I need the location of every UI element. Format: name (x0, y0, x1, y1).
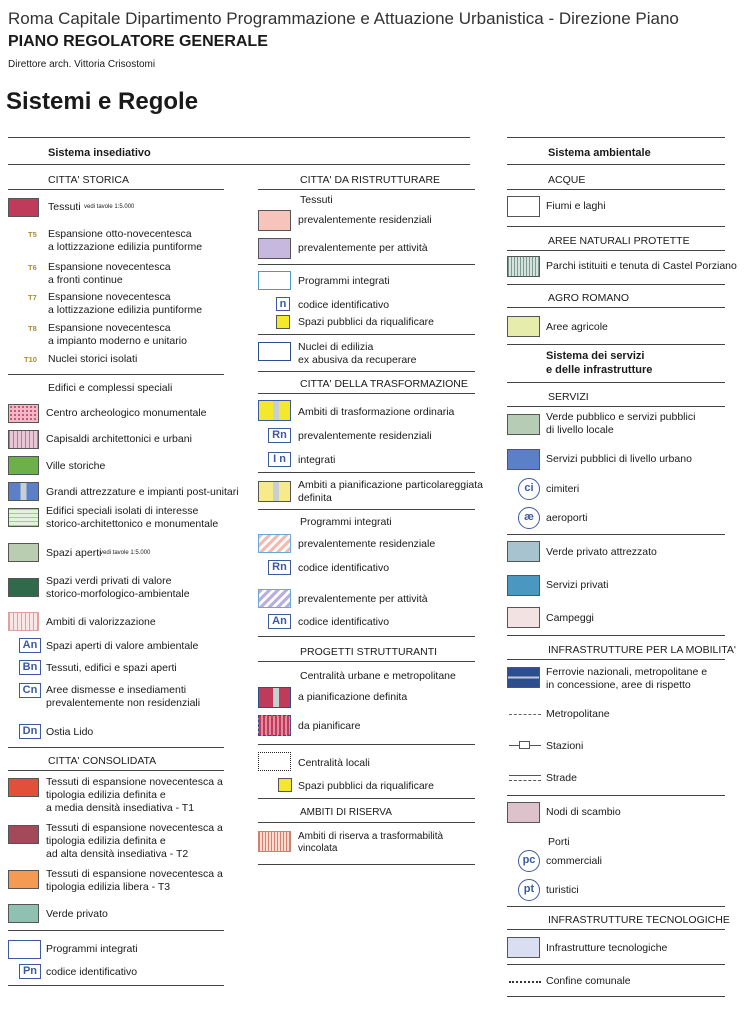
legend-label: Stazioni (546, 740, 584, 752)
legend-label: Verde privato (46, 908, 108, 920)
porti-turistici-icon: pt (518, 879, 540, 901)
divider (507, 189, 725, 190)
legend-label: Confine comunale (546, 975, 631, 987)
legend-label: Tessuti di espansione novecentesca a (46, 868, 223, 880)
legend-label: Centro archeologico monumentale (46, 407, 207, 419)
legend-label: a impianto moderno e unitario (48, 335, 187, 347)
section-title-servizi: Sistema dei servizi (546, 350, 645, 362)
heading-progetti: PROGETTI STRUTTURANTI (300, 646, 438, 658)
swatch-fiumi (507, 196, 540, 217)
legend-label: Spazi verdi privati di valore (46, 575, 172, 587)
legend-label: Ferrovie nazionali, metropolitane e (546, 666, 708, 678)
divider (507, 284, 725, 285)
legend-label: Espansione novecentesca (48, 261, 171, 273)
swatch-programmi-integrati-2 (258, 271, 291, 290)
legend-label: prevalentemente residenziali (298, 214, 432, 226)
legend-label: Nuclei di edilizia (298, 341, 374, 353)
divider (258, 264, 475, 265)
legend-label: prevalentemente non residenziali (46, 697, 201, 709)
legend-label: Tessuti (300, 194, 333, 206)
divider (507, 534, 725, 535)
legend-label: Servizi privati (546, 579, 609, 591)
code-dn: Dn (19, 724, 41, 739)
heading-citta-consolidata: CITTA' CONSOLIDATA (48, 755, 157, 767)
heading-acque: ACQUE (548, 174, 586, 186)
divider (258, 864, 475, 865)
legend-note: vedi tavole 1:5.000 (84, 204, 135, 210)
legend-label: Edifici speciali isolati di interesse (46, 505, 199, 517)
stazioni-icon (519, 741, 530, 749)
legend-label: a fronti continue (48, 274, 123, 286)
legend-label: Servizi pubblici di livello urbano (546, 453, 692, 465)
code-pn: Pn (19, 964, 41, 979)
header-line1: Roma Capitale Dipartimento Programmazione e Attuazione Urbanistica - Direzione Piano (8, 9, 679, 28)
legend-label: tipologia edilizia definita e (46, 835, 166, 847)
aeroporti-icon: æ (518, 507, 540, 529)
divider (507, 164, 725, 165)
legend-label: Spazi aperti di valore ambientale (46, 640, 199, 652)
swatch-trasf-ordinaria (258, 400, 291, 421)
legend-label: Parchi istituiti e tenuta di Castel Porziano (546, 260, 737, 272)
swatch-tecnologiche (507, 937, 540, 958)
heading-aree-naturali: AREE NATURALI PROTETTE (548, 235, 690, 247)
swatch-tessuti (8, 198, 39, 217)
swatch-nuclei-edilizia (258, 342, 291, 361)
divider (258, 744, 475, 745)
legend-label: Programmi integrati (46, 943, 138, 955)
swatch-centralita-locali (258, 752, 291, 771)
legend-label: Centralità urbane e metropolitane (300, 670, 456, 682)
legend-label: storico-morfologico-ambientale (46, 588, 190, 600)
divider (507, 906, 725, 907)
code-an-2: An (268, 614, 291, 629)
swatch-parchi (507, 256, 540, 277)
divider (507, 250, 725, 251)
code-bn: Bn (19, 660, 41, 675)
legend-label: tipologia edilizia definita e (46, 789, 166, 801)
swatch-centralita-definita (258, 687, 291, 708)
divider (507, 226, 725, 227)
legend-label: Ambiti a pianificazione particolareggiata (298, 479, 484, 491)
heading-trasformazione: CITTA' DELLA TRASFORMAZIONE (300, 378, 468, 390)
legend-label: Strade (546, 772, 577, 784)
strade-line-icon (509, 780, 541, 781)
legend-label: a pianificazione definita (298, 691, 408, 703)
legend-label: storico-architettonico e monumentale (46, 518, 219, 530)
legend-label: Capisaldi architettonici e urbani (46, 433, 192, 445)
legend-label: Tessuti di espansione novecentesca a (46, 776, 223, 788)
divider (258, 798, 475, 799)
legend-label: Ostia Lido (46, 726, 94, 738)
legend-label: Porti (548, 836, 570, 848)
divider (258, 189, 475, 190)
legend-label: Spazi aperti (46, 547, 102, 559)
legend-label: Espansione otto-novecentesca (48, 228, 192, 240)
legend-label: prevalentemente residenziale (298, 538, 436, 550)
cimiteri-icon: ci (518, 478, 540, 500)
legend-label: in concessione, aree di rispetto (546, 679, 691, 691)
divider (258, 393, 475, 394)
legend-label: Ambiti di valorizzazione (46, 616, 156, 628)
legend-label: Programmi integrati (300, 516, 392, 528)
legend-label: Spazi pubblici da riqualificare (298, 780, 434, 792)
legend-label: codice identificativo (298, 299, 390, 311)
legend-label: di livello locale (546, 424, 614, 436)
swatch-spazi-pubblici (276, 315, 290, 329)
legend-label: Espansione novecentesca (48, 291, 171, 303)
legend-label: vincolata (298, 843, 338, 854)
code-cn: Cn (19, 683, 41, 698)
heading-agro-romano: AGRO ROMANO (548, 292, 630, 304)
swatch-verde-privato (8, 904, 39, 923)
swatch-t2 (8, 825, 39, 844)
legend-label: Tessuti, edifici e spazi aperti (46, 662, 177, 674)
swatch-ville (8, 456, 39, 475)
code-in: I n (268, 452, 291, 467)
code-n: n (276, 297, 290, 311)
divider (8, 747, 224, 748)
code-t6: T6 (28, 263, 37, 272)
divider (8, 137, 470, 138)
swatch-verdi-privati (8, 578, 39, 597)
divider (8, 930, 224, 931)
divider (258, 371, 475, 372)
swatch-spazi-aperti (8, 543, 39, 562)
legend-label: Metropolitane (546, 708, 610, 720)
legend-label: Programmi integrati (298, 275, 390, 287)
strade-line-icon (509, 775, 541, 776)
divider (507, 996, 725, 997)
divider (507, 964, 725, 965)
code-an: An (19, 638, 41, 653)
legend-label: Grandi attrezzature e impianti post-unitari (46, 486, 239, 498)
legend-label: prevalentemente per attività (298, 593, 428, 605)
header-line3: Direttore arch. Vittoria Crisostomi (8, 59, 156, 70)
legend-label: Aree dismesse e insediamenti (46, 684, 187, 696)
divider (507, 307, 725, 308)
heading-servizi: SERVIZI (548, 391, 589, 403)
legend-label: codice identificativo (46, 966, 138, 978)
legend-label: Nuclei storici isolati (48, 353, 138, 365)
swatch-ferrovie (507, 667, 540, 688)
divider (8, 189, 224, 190)
legend-label: Espansione novecentesca (48, 322, 171, 334)
divider (258, 334, 475, 335)
divider (8, 770, 224, 771)
code-rn: Rn (268, 428, 291, 443)
swatch-riserva (258, 831, 291, 852)
legend-note: vedi tavole 1:5.000 (100, 550, 151, 556)
legend-label: da pianificare (298, 720, 361, 732)
swatch-pi-res (258, 534, 291, 553)
divider (8, 164, 470, 165)
legend-label: prevalentemente per attività (298, 242, 428, 254)
swatch-ristr-res (258, 210, 291, 231)
swatch-pi-att (258, 589, 291, 608)
section-title-ambientale: Sistema ambientale (548, 147, 651, 159)
code-t5: T5 (28, 230, 37, 239)
divider (258, 509, 475, 510)
swatch-grandi (8, 482, 39, 501)
divider (258, 472, 475, 473)
divider (507, 406, 725, 407)
swatch-programmi-integrati (8, 940, 41, 959)
legend-label: Campeggi (546, 612, 594, 624)
heading-ristrutturare: CITTA' DA RISTRUTTURARE (300, 174, 441, 186)
porti-commerciali-icon: pc (518, 850, 540, 872)
heading-mobilita: INFRASTRUTTURE PER LA MOBILITA' (548, 644, 736, 656)
divider (507, 382, 725, 383)
swatch-ambiti-valorizzazione (8, 612, 39, 631)
swatch-servizi-privati (507, 575, 540, 596)
divider (507, 635, 725, 636)
swatch-t3 (8, 870, 39, 889)
divider (507, 929, 725, 930)
heading-riserva: AMBITI DI RISERVA (300, 807, 392, 818)
section-title-insediativo: Sistema insediativo (48, 147, 151, 159)
divider (8, 374, 224, 375)
swatch-agricole (507, 316, 540, 337)
swatch-nodi (507, 802, 540, 823)
header-line2: PIANO REGOLATORE GENERALE (8, 33, 268, 50)
section-title-servizi: e delle infrastrutture (546, 364, 653, 376)
legend-label: Infrastrutture tecnologiche (546, 942, 668, 954)
swatch-edifici-isolati (8, 508, 39, 527)
legend-label: Centralità locali (298, 757, 370, 769)
legend-label: commerciali (546, 855, 603, 867)
legend-label: Fiumi e laghi (546, 200, 606, 212)
legend-label: Tessuti di espansione novecentesca a (46, 822, 223, 834)
divider (8, 985, 224, 986)
divider (507, 137, 725, 138)
legend-label: a lottizzazione edilizia puntiforme (48, 304, 203, 316)
legend-label: cimiteri (546, 483, 580, 495)
metropolitane-line-icon (509, 714, 541, 715)
swatch-verde-pubblico (507, 414, 540, 435)
swatch-pian-particolareggiata (258, 481, 291, 502)
code-t7: T7 (28, 293, 37, 302)
legend-label: Ambiti di riserva a trasformabilità (298, 831, 444, 842)
confine-line-icon (509, 981, 541, 983)
legend-label: codice identificativo (298, 562, 390, 574)
legend-label: Ambiti di trasformazione ordinaria (298, 406, 455, 418)
heading-citta-storica: CITTA' STORICA (48, 174, 129, 186)
code-rn-2: Rn (268, 560, 291, 575)
heading-tecnologiche: INFRASTRUTTURE TECNOLOGICHE (548, 914, 730, 926)
legend-label: ex abusiva da recuperare (298, 354, 417, 366)
swatch-ristr-att (258, 238, 291, 259)
legend-label: a media densità insediativa - T1 (46, 802, 195, 814)
legend-label: codice identificativo (298, 616, 390, 628)
legend-label: Verde pubblico e servizi pubblici (546, 411, 696, 423)
swatch-verde-attrezzato (507, 541, 540, 562)
divider (507, 344, 725, 345)
legend-label: turistici (546, 884, 579, 896)
legend-label: a lottizzazione edilizia puntiforme (48, 241, 203, 253)
code-t8: T8 (28, 324, 37, 333)
legend-label: Aree agricole (546, 321, 608, 333)
swatch-spazi-pubblici-2 (278, 778, 292, 792)
swatch-servizi-urbani (507, 449, 540, 470)
swatch-campeggi (507, 607, 540, 628)
legend-label: Spazi pubblici da riqualificare (298, 316, 434, 328)
legend-label: Ville storiche (46, 460, 106, 472)
swatch-da-pianificare (258, 715, 291, 736)
swatch-archeo (8, 404, 39, 423)
divider (258, 822, 475, 823)
legend-label: Nodi di scambio (546, 806, 621, 818)
divider (258, 661, 475, 662)
legend-label: Verde privato attrezzato (546, 546, 657, 558)
divider (258, 636, 475, 637)
legend-label: Tessuti (48, 201, 81, 213)
divider (507, 795, 725, 796)
legend-label: prevalentemente residenziali (298, 430, 432, 442)
legend-label: aeroporti (546, 512, 588, 524)
subheading-edifici: Edifici e complessi speciali (48, 382, 173, 394)
legend-label: ad alta densità insediativa - T2 (46, 848, 189, 860)
legend-label: tipologia edilizia libera - T3 (46, 881, 171, 893)
code-t10: T10 (24, 355, 37, 364)
legend-label: definita (298, 492, 332, 504)
legend-label: integrati (298, 454, 336, 466)
divider (507, 659, 725, 660)
swatch-t1 (8, 778, 39, 797)
swatch-capisaldi (8, 430, 39, 449)
page-title: Sistemi e Regole (6, 88, 199, 115)
